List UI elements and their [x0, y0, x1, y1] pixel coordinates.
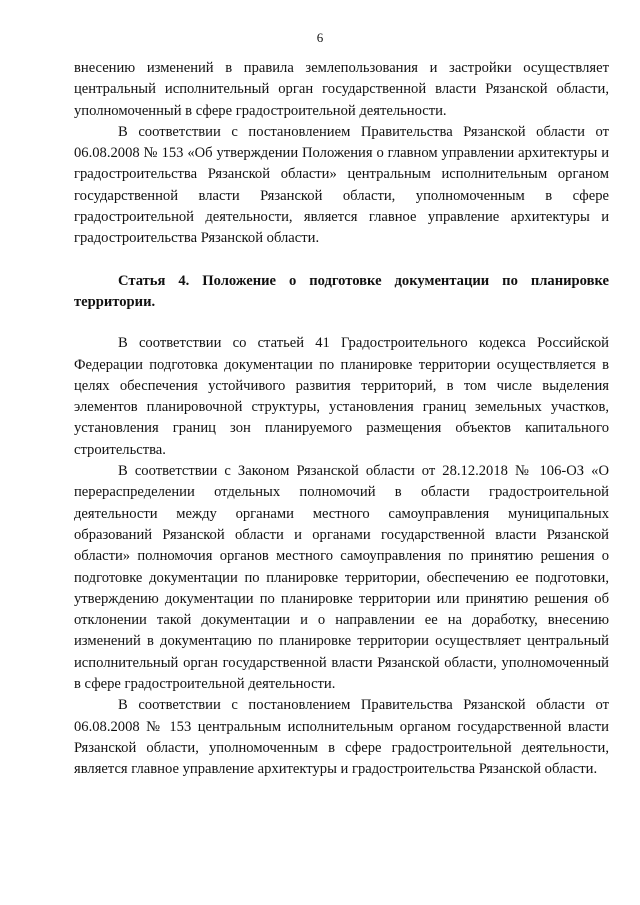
article-paragraph: В соответствии со статьей 41 Градостроительного кодекса Российской Федерации подготовка документации по планировке территории осуществляется в целях обеспечения устойчивого развития территорий, в том числе выделения элементов планировочной структуры, установления границ земельных участков, установления границ зон планируемого размещения объектов капитального строительства. — [74, 335, 609, 458]
paragraph-body: В соответствии с постановлением Правительства Рязанской области от 06.08.2008 № 153 «Об утверждении Положения о главном управлении архитектуры и градостроительства Рязанской области» центральным исполнительным органом государственной власти Рязанской области, уполномоченным в сфере градостроительной деятельности, является главное управление архитектуры и градостроительства Рязанской области. — [74, 123, 609, 247]
page-number: 6 — [316, 30, 324, 45]
article-paragraph: В соответствии с постановлением Правительства Рязанской области от 06.08.2008 № 153 центральным исполнительным органом государственной власти Рязанской области, уполномоченным в сфере градостроительной деятельности, является главное управление архитектуры и градостроительства Рязанской области. — [74, 697, 609, 778]
article-paragraph: В соответствии с Законом Рязанской области от 28.12.2018 № 106-ОЗ «О перераспределении отдельных полномочий в области градостроительной деятельности между органами местного самоуправления муниципальных образований Рязанской области и органами государственной власти Рязанской области» полномочия органов местного самоуправления по принятию решения о подготовке документации по планировке территории, обеспечению ее подготовки, утверждению документации по планировке территории или принятию решения об отклонении такой документации и о направлении ее на доработку, внесению изменений в документацию по планировке территории осуществляет центральный исполнительный орган государственной власти Рязанской области, уполномоченный в сфере градостроительной деятельности. — [74, 463, 609, 693]
article-heading: Статья 4. Положение о подготовке документации по планировке территории. — [74, 272, 609, 310]
document-body — [74, 58, 609, 781]
paragraph-continuation: внесению изменений в правила землепользования и застройки осуществляет центральный исполнительный орган государственной власти Рязанской области, уполномоченный в сфере градостроительной деятельности. — [74, 60, 609, 119]
